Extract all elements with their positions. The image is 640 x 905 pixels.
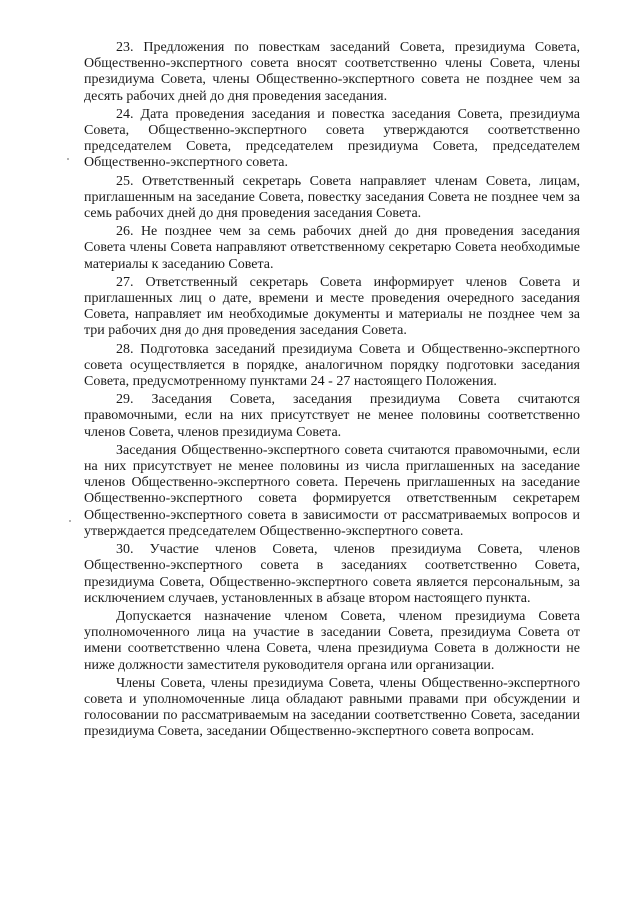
paragraph-23: 23. Предложения по повесткам заседаний Совета, президиума Совета, Общественно-экспертного совета вносят соответственно члены Совета, члены президиума Совета, члены Общественно-экспертного совета не позднее чем за десять рабочих дней до дня проведения заседания. [84, 40, 580, 104]
scan-speck [67, 158, 69, 160]
paragraph-25: 25. Ответственный секретарь Совета направляет членам Совета, лицам, приглашенным на заседание Совета, повестку заседания Совета не позднее чем за семь рабочих дней до дня проведения заседания Совета. [84, 173, 580, 222]
paragraph-28: 28. Подготовка заседаний президиума Совета и Общественно-экспертного совета осуществляется в порядке, аналогичном порядку подготовки заседания Совета, предусмотренному пунктами 24 - 27 настоящего Положения. [84, 341, 580, 390]
scan-speck [69, 520, 71, 522]
paragraph-30: 30. Участие членов Совета, членов президиума Совета, членов Общественно-экспертного совета в заседаниях соответственно Совета, президиума Совета, Общественно-экспертного совета является персональным, за исключением случаев, установленных в абзаце втором настоящего пункта. [84, 542, 580, 606]
paragraph-30-third: Члены Совета, члены президиума Совета, члены Общественно-экспертного совета и уполномоченные лица обладают равными правами при обсуждении и голосовании по рассматриваемым на заседании соответственно Совета, заседании президиума Совета, заседании Общественно-экспертного совета вопросам. [84, 675, 580, 740]
paragraph-29-second: Заседания Общественно-экспертного совета считаются правомочными, если на них присутствует не менее половины из числа приглашенных на заседание членов Общественно-экспертного совета. Перечень приглашенных на заседание Общественно-экспертного совета формируется ответственным секретарем Общественно-экспертного совета в зависимости от рассматриваемых вопросов и утверждается председателем Общественно-экспертного совета. [84, 442, 580, 539]
document-page [84, 40, 580, 743]
paragraph-29: 29. Заседания Совета, заседания президиума Совета считаются правомочными, если на них присутствует не менее половины соответственно членов Совета, членов президиума Совета. [84, 392, 580, 440]
paragraph-27: 27. Ответственный секретарь Совета информирует членов Совета и приглашенных лиц о дате, времени и месте проведения очередного заседания Совета, направляет им необходимые документы и материалы не позднее чем за три рабочих дня до дня проведения заседания Совета. [84, 274, 580, 339]
paragraph-26: 26. Не позднее чем за семь рабочих дней до дня проведения заседания Совета члены Совета направляют ответственному секретарю Совета необходимые материалы к заседанию Совета. [84, 224, 580, 272]
paragraph-24: 24. Дата проведения заседания и повестка заседания Совета, президиума Совета, Общественно-экспертного совета утверждаются соответственно председателем Совета, председателем президиума Совета, председателем Общественно-экспертного совета. [84, 106, 580, 171]
paragraph-30-second: Допускается назначение членом Совета, членом президиума Совета уполномоченного лица на участие в заседании Совета, президиума Совета от имени соответственно члена Совета, члена президиума Совета в должности не ниже должности заместителя руководителя органа или организации. [84, 608, 580, 673]
